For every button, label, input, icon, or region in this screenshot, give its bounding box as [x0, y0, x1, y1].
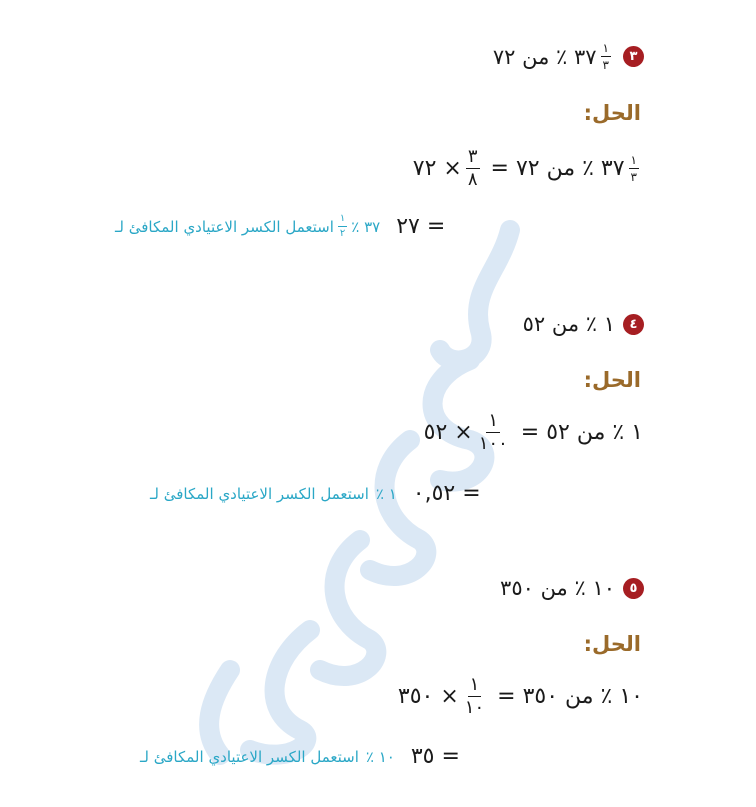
problem-3-equation-2	[115, 214, 445, 239]
problem-3-hint: ٣٧ ٪ $\frac{١}{٢}$ استعمل الكسر الاعتيادي المكافئ لـ	[115, 213, 381, 239]
problem-4-hint: ١ ٪ استعمل الكسر الاعتيادي المكافئ لـ	[150, 484, 397, 503]
problem-5-solution-label: الحل:	[583, 632, 641, 656]
eq1-fraction-three-eighths: $\frac{٣}{٨}$	[467, 146, 478, 190]
problem-4-equation-2	[150, 481, 481, 506]
eq1-lhs: ١ ٪ من ٥٢ =	[520, 420, 643, 445]
problem-4-text: ١ ٪ من ٥٢	[522, 312, 615, 336]
problem-3-equation-1	[413, 148, 643, 189]
eq1-fraction-one-hundredth: $\frac{١}{١٠٠}$	[478, 410, 508, 454]
problem-5-equation-1	[398, 676, 643, 717]
problem-5-equation-2	[140, 744, 460, 769]
problem-3-badge: ٣	[623, 46, 644, 67]
problem-5-hint: ١٠ ٪ استعمل الكسر الاعتيادي المكافئ لـ	[140, 747, 395, 766]
problem-4-solution-label: الحل:	[583, 368, 641, 392]
eq1-fraction-one-tenth: $\frac{١}{١٠}$	[464, 674, 485, 718]
problem-3-fraction: $\frac{١}{٣}$	[602, 41, 609, 72]
eq1-rhs: × ٥٢	[423, 420, 473, 445]
problem-4-equation-1	[424, 412, 643, 453]
problem-3-text: ٣٧ ٪ من ٧٢	[492, 44, 597, 69]
eq1-rhs: × ٧٢	[412, 156, 462, 181]
eq1-lhs: ٣٧ ٪ من ٧٢ =	[490, 156, 625, 181]
eq1-fraction-third: $\frac{١}{٣}$	[630, 153, 637, 184]
eq1-lhs: ١٠ ٪ من ٣٥٠ =	[497, 684, 643, 709]
problem-5-badge: ٥	[623, 578, 644, 599]
problem-3	[493, 42, 644, 71]
problem-5	[500, 576, 644, 600]
problem-4	[523, 312, 644, 336]
problem-5-result: = ٣٥	[410, 744, 460, 769]
problem-3-solution-label: الحل:	[583, 101, 641, 125]
problem-4-result: = ٠,٥٢	[412, 481, 481, 506]
problem-3-result: = ٢٧	[396, 214, 446, 239]
eq1-rhs: × ٣٥٠	[397, 684, 459, 709]
problem-4-badge: ٤	[623, 314, 644, 335]
problem-5-text: ١٠ ٪ من ٣٥٠	[500, 576, 615, 600]
